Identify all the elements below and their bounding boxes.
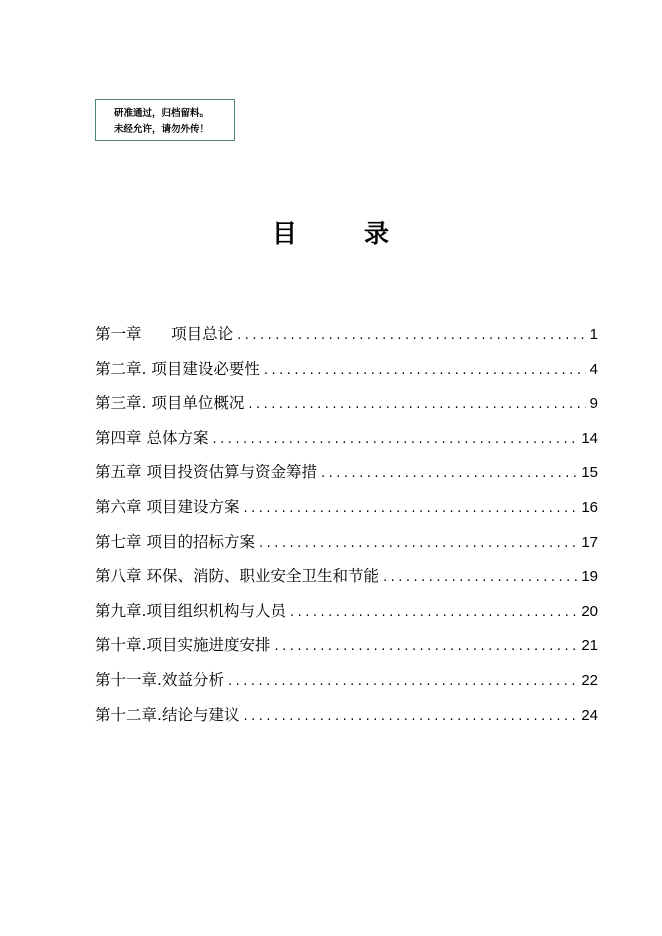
- toc-entry-title: 总体方案: [146, 428, 209, 447]
- toc-dot-leader: [274, 637, 577, 657]
- toc-chapter-label: 第七章: [95, 532, 142, 551]
- toc-page-number: 15: [581, 464, 598, 482]
- toc-chapter-label: 第十二章.: [95, 705, 162, 724]
- toc-page-number: 4: [589, 360, 598, 378]
- toc-page-number: 1: [589, 326, 598, 343]
- toc-chapter-label: 第十一章.: [95, 670, 162, 689]
- toc-entry-title: 项目建设方案: [146, 497, 240, 516]
- toc-page-number: 24: [581, 706, 598, 724]
- toc-dot-leader: [383, 568, 577, 588]
- toc-chapter-label: 第五章: [95, 463, 142, 482]
- toc-chapter-label: 第六章: [95, 497, 142, 516]
- toc-title: [0, 218, 662, 250]
- toc-dot-leader: [248, 395, 585, 415]
- toc-entry-title: 项目建设必要性: [151, 359, 260, 378]
- toc-entry-title: 项目实施进度安排: [146, 636, 271, 655]
- toc-entry-title: 项目投资估算与资金筹措: [146, 463, 317, 482]
- toc-entry-title: 项目组织机构与人员: [146, 601, 286, 620]
- toc-list: [95, 324, 598, 739]
- toc-entry[interactable]: [95, 532, 598, 567]
- notice-line-1: 研准通过，归档留料。: [114, 108, 210, 119]
- toc-entry[interactable]: [95, 497, 598, 532]
- toc-entry-title: 项目的招标方案: [146, 532, 255, 551]
- toc-page-number: 9: [589, 395, 598, 413]
- toc-entry[interactable]: [95, 428, 598, 463]
- toc-page-number: 19: [581, 568, 598, 586]
- toc-page-number: 17: [581, 533, 598, 551]
- toc-chapter-label: 第一章: [95, 325, 142, 343]
- toc-page-number: 14: [581, 429, 598, 447]
- toc-entry-title: 结论与建议: [161, 705, 240, 724]
- toc-entry[interactable]: [95, 601, 598, 636]
- toc-chapter-label: 第三章.: [95, 394, 147, 413]
- toc-entry[interactable]: [95, 393, 598, 428]
- toc-dot-leader: [212, 430, 577, 450]
- toc-chapter-label: 第九章.: [95, 601, 147, 620]
- toc-gap: [142, 324, 172, 344]
- toc-entry-title: 项目总论: [171, 325, 234, 343]
- toc-page-number: 22: [581, 671, 598, 689]
- toc-entry[interactable]: [95, 670, 598, 705]
- toc-dot-leader: [243, 499, 577, 519]
- toc-dot-leader: [264, 361, 586, 381]
- toc-page-number: 16: [581, 498, 598, 516]
- toc-dot-leader: [243, 707, 577, 727]
- toc-entry-title: 环保、消防、职业安全卫生和节能: [146, 567, 379, 586]
- toc-entry[interactable]: [95, 566, 598, 601]
- toc-title-char-2: 录: [364, 219, 390, 248]
- toc-dot-leader: [290, 603, 577, 623]
- toc-title-char-1: 目: [272, 219, 298, 248]
- toc-entry-title: 项目单位概况: [151, 394, 245, 413]
- toc-dot-leader: [259, 534, 577, 554]
- toc-entry-title: 效益分析: [161, 670, 224, 689]
- toc-dot-leader: [321, 464, 577, 484]
- toc-entry[interactable]: [95, 462, 598, 497]
- notice-line-2: 未经允许，请勿外传！: [114, 124, 210, 135]
- toc-entry[interactable]: [95, 359, 598, 394]
- toc-chapter-label: 第二章.: [95, 359, 147, 378]
- toc-entry[interactable]: [95, 324, 598, 359]
- toc-dot-leader: [228, 672, 577, 692]
- toc-page-number: 20: [581, 602, 598, 620]
- toc-page-number: 21: [581, 637, 598, 655]
- confidential-notice-box: [95, 99, 235, 141]
- toc-entry[interactable]: [95, 635, 598, 670]
- toc-entry[interactable]: [95, 705, 598, 740]
- toc-chapter-label: 第四章: [95, 428, 142, 447]
- toc-dot-leader: [237, 326, 586, 346]
- toc-chapter-label: 第八章: [95, 567, 142, 586]
- toc-chapter-label: 第十章.: [95, 636, 147, 655]
